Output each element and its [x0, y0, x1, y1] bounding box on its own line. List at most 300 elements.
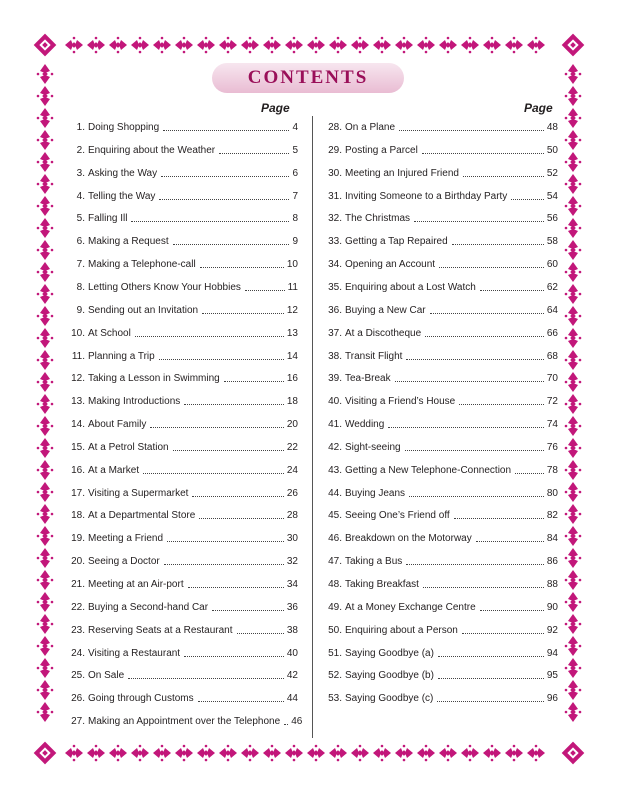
toc-entry: [318, 345, 558, 363]
border-flourish-icon: [37, 196, 54, 216]
toc-entry-number: 26.: [71, 693, 85, 705]
dot-leader: [422, 153, 544, 154]
toc-entry-title: Falling Ill: [88, 213, 128, 225]
toc-entry-number: 28.: [328, 122, 342, 133]
toc-entry-number: 44.: [328, 487, 342, 499]
border-flourish-icon: [565, 570, 582, 590]
toc-entry: [58, 550, 298, 568]
toc-entry-page: 4: [292, 122, 298, 133]
toc-entry-page: 26: [286, 487, 298, 499]
dot-leader: [480, 610, 544, 611]
border-flourish-icon: [565, 394, 582, 414]
border-flourish-icon: [37, 218, 54, 238]
toc-entry: [58, 710, 303, 728]
toc-entry-number: 22.: [71, 601, 85, 613]
right-border: [558, 30, 588, 768]
dot-leader: [128, 678, 284, 679]
toc-entry-number: 51.: [328, 647, 342, 659]
dot-leader: [167, 541, 284, 542]
toc-entry-title: Inviting Someone to a Birthday Party: [345, 190, 508, 202]
toc-entry-page: 12: [286, 304, 298, 316]
dot-leader: [388, 427, 544, 428]
toc-entry-page: 76: [546, 441, 558, 453]
dot-leader: [476, 541, 544, 542]
border-flourish-icon: [307, 37, 325, 54]
toc-entry: [318, 185, 558, 203]
toc-entry-title: Breakdown on the Motorway: [345, 533, 472, 545]
toc-entry: [58, 230, 298, 248]
border-flourish-icon: [565, 174, 582, 194]
dot-leader: [425, 336, 544, 337]
toc-entry-number: 41.: [328, 419, 342, 431]
toc-entry-title: Seeing a Doctor: [88, 556, 160, 568]
toc-entry: [58, 322, 298, 340]
dot-leader: [199, 518, 284, 519]
toc-entry-number: 40.: [328, 396, 342, 408]
toc-entry: [58, 413, 298, 431]
toc-entry-title: Taking a Lesson in Swimming: [88, 373, 220, 385]
dot-leader: [515, 473, 544, 474]
toc-entry: [58, 367, 298, 385]
border-flourish-icon: [373, 37, 391, 54]
toc-entry-title: On a Plane: [345, 122, 396, 133]
dot-leader: [173, 450, 284, 451]
toc-entry-number: 7.: [76, 259, 85, 271]
toc-entry-page: 48: [546, 122, 558, 133]
toc-entry-title: Visiting a Restaurant: [88, 647, 181, 659]
toc-entry-title: Wedding: [345, 419, 385, 431]
toc-entry-page: 78: [546, 464, 558, 476]
toc-entry-title: Saying Goodbye (b): [345, 670, 434, 682]
toc-entry-number: 21.: [71, 579, 85, 590]
toc-entry-page: 14: [286, 350, 298, 362]
dot-leader: [237, 633, 284, 634]
toc-entry: [318, 619, 558, 637]
toc-entry-number: 15.: [71, 441, 85, 453]
border-flourish-icon: [565, 592, 582, 612]
dot-leader: [438, 678, 544, 679]
border-flourish-icon: [285, 37, 303, 54]
toc-entry: [58, 504, 298, 522]
toc-entry-page: 66: [546, 327, 558, 339]
toc-entry: [58, 139, 298, 157]
toc-entry-page: 16: [286, 373, 298, 385]
toc-entry-number: 52.: [328, 670, 342, 682]
toc-entry-title: Getting a Tap Repaired: [345, 236, 448, 248]
toc-entry-title: Going through Customs: [88, 693, 194, 705]
toc-entry-number: 38.: [328, 350, 342, 362]
dot-leader: [192, 496, 283, 497]
border-flourish-icon: [417, 37, 435, 54]
toc-entry-page: 80: [546, 487, 558, 499]
toc-entry: [318, 413, 558, 431]
dot-leader: [409, 496, 544, 497]
border-flourish-icon: [37, 152, 54, 172]
border-flourish-icon: [565, 482, 582, 502]
dot-leader: [414, 221, 544, 222]
border-flourish-icon: [505, 745, 523, 762]
toc-entry-number: 19.: [71, 533, 85, 545]
border-flourish-icon: [37, 240, 54, 260]
dot-leader: [161, 176, 289, 177]
toc-entry-number: 45.: [328, 510, 342, 522]
dot-leader: [245, 290, 285, 291]
border-flourish-icon: [109, 37, 127, 54]
dot-leader: [454, 518, 544, 519]
dot-leader: [439, 267, 544, 268]
toc-entry: [58, 687, 298, 705]
border-flourish-icon: [565, 64, 582, 84]
toc-entry: [58, 573, 298, 591]
toc-entry: [318, 527, 558, 545]
toc-entry-page: 60: [546, 259, 558, 271]
border-flourish-icon: [565, 328, 582, 348]
toc-entry: [318, 550, 558, 568]
border-flourish-icon: [197, 37, 215, 54]
toc-entry: [58, 253, 298, 271]
toc-entry-page: 96: [546, 693, 558, 705]
toc-entry: [58, 207, 298, 225]
toc-entry-title: Making a Request: [88, 236, 169, 248]
toc-entry: [318, 162, 558, 180]
toc-entry-number: 46.: [328, 533, 342, 545]
dot-leader: [437, 701, 543, 702]
toc-entry-page: 90: [546, 601, 558, 613]
toc-entry-title: Visiting a Friend’s House: [345, 396, 456, 408]
border-flourish-icon: [439, 745, 457, 762]
border-flourish-icon: [565, 680, 582, 700]
dot-leader: [438, 656, 544, 657]
dot-leader: [284, 724, 288, 725]
toc-entry-page: 92: [546, 624, 558, 636]
border-flourish-icon: [565, 86, 582, 106]
border-flourish-icon: [565, 702, 582, 722]
border-flourish-icon: [565, 108, 582, 128]
toc-entry-page: 20: [286, 419, 298, 431]
toc-entry: [58, 596, 298, 614]
border-flourish-icon: [37, 130, 54, 150]
toc-entry: [318, 390, 558, 408]
border-flourish-icon: [65, 37, 83, 54]
toc-entry-title: Transit Flight: [345, 350, 403, 362]
toc-entry-title: Asking the Way: [88, 167, 158, 179]
border-flourish-icon: [565, 614, 582, 634]
toc-entry-title: At a Departmental Store: [88, 510, 196, 522]
toc-entry-page: 54: [546, 190, 558, 202]
toc-entry-page: 34: [286, 579, 298, 590]
border-flourish-icon: [565, 526, 582, 546]
border-flourish-icon: [37, 350, 54, 370]
border-flourish-icon: [565, 658, 582, 678]
toc-entry-page: 44: [286, 693, 298, 705]
toc-entry-title: Opening an Account: [345, 259, 436, 271]
toc-entry-number: 14.: [71, 419, 85, 431]
toc-entry-number: 47.: [328, 556, 342, 568]
border-flourish-icon: [565, 130, 582, 150]
toc-entry-number: 1.: [76, 122, 85, 133]
toc-entry-page: 22: [286, 441, 298, 453]
border-flourish-icon: [565, 372, 582, 392]
border-flourish-icon: [351, 745, 369, 762]
border-flourish-icon: [65, 745, 83, 762]
toc-entry: [58, 527, 298, 545]
border-flourish-icon: [565, 240, 582, 260]
border-flourish-icon: [263, 745, 281, 762]
toc-entry-title: Telling the Way: [88, 190, 156, 202]
border-flourish-icon: [37, 394, 54, 414]
toc-entry-title: On Sale: [88, 670, 125, 682]
bottom-border: [30, 738, 588, 768]
border-flourish-icon: [565, 262, 582, 282]
dot-leader: [480, 290, 544, 291]
toc-entry-title: About Family: [88, 419, 147, 431]
toc-entry-number: 10.: [71, 327, 85, 339]
toc-entry: [318, 459, 558, 477]
dot-leader: [164, 564, 284, 565]
dot-leader: [399, 130, 544, 131]
toc-entry-number: 23.: [71, 624, 85, 636]
toc-entry-number: 50.: [328, 624, 342, 636]
border-flourish-icon: [37, 306, 54, 326]
toc-entry-number: 42.: [328, 441, 342, 453]
border-flourish-icon: [37, 504, 54, 524]
toc-entry: [58, 459, 298, 477]
border-flourish-icon: [37, 262, 54, 282]
border-flourish-icon: [37, 372, 54, 392]
toc-entry-number: 36.: [328, 304, 342, 316]
toc-entry: [318, 116, 558, 134]
border-flourish-icon: [565, 152, 582, 172]
border-flourish-icon: [285, 745, 303, 762]
toc-entry-page: 46: [291, 716, 303, 728]
toc-entry-page: 88: [546, 579, 558, 590]
border-flourish-icon: [37, 284, 54, 304]
toc-entry-page: 28: [286, 510, 298, 522]
page-column-header-left: Page: [261, 101, 290, 115]
toc-entry-number: 48.: [328, 579, 342, 590]
toc-entry: [58, 436, 298, 454]
toc-entry-page: 38: [286, 624, 298, 636]
toc-entry-number: 27.: [71, 716, 85, 728]
toc-entry: [318, 596, 558, 614]
toc-entry-page: 32: [286, 556, 298, 568]
toc-entry-number: 3.: [76, 167, 85, 179]
toc-entry-title: Meeting an Injured Friend: [345, 167, 459, 179]
left-border: [30, 30, 60, 768]
toc-entry-number: 33.: [328, 236, 342, 248]
border-flourish-icon: [329, 745, 347, 762]
toc-entry-title: Making a Telephone-call: [88, 259, 196, 271]
toc-entry-number: 5.: [76, 213, 85, 225]
dot-leader: [159, 359, 284, 360]
dot-leader: [198, 701, 284, 702]
toc-entry-number: 29.: [328, 144, 342, 156]
dot-leader: [406, 564, 544, 565]
dot-leader: [184, 404, 284, 405]
toc-entry-title: At School: [88, 327, 131, 339]
border-flourish-icon: [131, 37, 149, 54]
toc-entry-title: At a Money Exchange Centre: [345, 601, 476, 613]
page-column-header-right: Page: [524, 101, 553, 115]
border-flourish-icon: [37, 658, 54, 678]
toc-entry: [318, 573, 558, 591]
toc-entry: [318, 436, 558, 454]
toc-entry-title: The Christmas: [345, 213, 411, 225]
toc-entry-number: 11.: [71, 350, 85, 362]
border-flourish-icon: [527, 745, 545, 762]
border-flourish-icon: [439, 37, 457, 54]
border-flourish-icon: [565, 284, 582, 304]
toc-entry: [58, 276, 298, 294]
dot-leader: [430, 313, 544, 314]
toc-entry: [318, 207, 558, 225]
border-flourish-icon: [307, 745, 325, 762]
toc-entry-page: 18: [286, 396, 298, 408]
toc-entry: [318, 687, 558, 705]
border-flourish-icon: [565, 636, 582, 656]
toc-entry-page: 5: [292, 144, 298, 156]
page-title: CONTENTS: [247, 67, 369, 88]
toc-entry-title: Buying Jeans: [345, 487, 406, 499]
toc-entry-title: Visiting a Supermarket: [88, 487, 189, 499]
toc-entry-page: 6: [292, 167, 298, 179]
border-flourish-icon: [37, 702, 54, 722]
toc-entry-title: Saying Goodbye (c): [345, 693, 434, 705]
border-flourish-icon: [395, 745, 413, 762]
toc-entry-page: 11: [287, 281, 298, 293]
border-flourish-icon: [483, 37, 501, 54]
border-flourish-icon: [565, 218, 582, 238]
toc-entry-title: Letting Others Know Your Hobbies: [88, 281, 241, 293]
toc-entry-page: 84: [546, 533, 558, 545]
border-flourish-icon: [37, 108, 54, 128]
dot-leader: [150, 427, 284, 428]
toc-entry: [58, 162, 298, 180]
toc-entry-page: 8: [292, 213, 298, 225]
toc-entry: [318, 230, 558, 248]
toc-entry: [318, 504, 558, 522]
border-flourish-icon: [37, 438, 54, 458]
border-flourish-icon: [351, 37, 369, 54]
toc-entry: [318, 253, 558, 271]
toc-entry-page: 7: [292, 190, 298, 202]
dot-leader: [459, 404, 544, 405]
toc-entry-title: Doing Shopping: [88, 122, 160, 133]
border-flourish-icon: [87, 37, 105, 54]
toc-entry-page: 24: [286, 464, 298, 476]
toc-entry-title: Getting a New Telephone-Connection: [345, 464, 512, 476]
border-flourish-icon: [263, 37, 281, 54]
border-flourish-icon: [37, 174, 54, 194]
border-flourish-icon: [565, 350, 582, 370]
toc-entry-number: 25.: [71, 670, 85, 682]
toc-entry-title: Reserving Seats at a Restaurant: [88, 624, 233, 636]
right-border-pattern: [565, 64, 582, 722]
toc-entry-title: At a Discotheque: [345, 327, 422, 339]
dot-leader: [219, 153, 289, 154]
toc-entry-title: Meeting at an Air-port: [88, 579, 184, 590]
toc-entry: [58, 642, 298, 660]
dot-leader: [406, 359, 543, 360]
toc-entry-number: 8.: [76, 281, 85, 293]
border-flourish-icon: [395, 37, 413, 54]
dot-leader: [184, 656, 284, 657]
toc-entry: [318, 664, 558, 682]
toc-entry-title: Meeting a Friend: [88, 533, 164, 545]
toc-entry-title: Enquiring about the Weather: [88, 144, 216, 156]
toc-entry-title: Tea-Break: [345, 373, 391, 385]
toc-entry-page: 82: [546, 510, 558, 522]
border-flourish-icon: [565, 548, 582, 568]
border-flourish-icon: [329, 37, 347, 54]
toc-entry-title: Taking a Bus: [345, 556, 403, 568]
border-flourish-icon: [37, 592, 54, 612]
toc-entry: [318, 299, 558, 317]
border-flourish-icon: [153, 745, 171, 762]
toc-entry-number: 17.: [71, 487, 85, 499]
toc-entry-page: 30: [286, 533, 298, 545]
toc-entry-number: 2.: [76, 144, 85, 156]
toc-entry-title: Sending out an Invitation: [88, 304, 199, 316]
toc-entry: [318, 482, 558, 500]
border-flourish-icon: [87, 745, 105, 762]
border-flourish-icon: [37, 328, 54, 348]
dot-leader: [143, 473, 284, 474]
dot-leader: [131, 221, 289, 222]
toc-entry-number: 18.: [71, 510, 85, 522]
border-flourish-icon: [109, 745, 127, 762]
top-border-pattern: [65, 37, 545, 54]
border-flourish-icon: [131, 745, 149, 762]
toc-entry-page: 50: [546, 144, 558, 156]
column-divider: [312, 116, 313, 738]
toc-entry-page: 74: [546, 419, 558, 431]
toc-entry: [58, 482, 298, 500]
toc-entry-title: Taking Breakfast: [345, 579, 419, 590]
toc-entry-number: 12.: [71, 373, 85, 385]
border-flourish-icon: [505, 37, 523, 54]
title-banner: [212, 63, 404, 93]
toc-entry-page: 40: [286, 647, 298, 659]
toc-entry-number: 31.: [328, 190, 342, 202]
toc-entry-number: 37.: [328, 327, 342, 339]
toc-entry-number: 39.: [328, 373, 342, 385]
toc-entry: [318, 322, 558, 340]
toc-entry: [318, 139, 558, 157]
toc-entry-title: Enquiring about a Lost Watch: [345, 281, 476, 293]
dot-leader: [452, 244, 544, 245]
toc-entry: [58, 116, 298, 134]
border-flourish-icon: [37, 680, 54, 700]
toc-entry-title: Saying Goodbye (a): [345, 647, 434, 659]
top-border: [30, 30, 588, 60]
corner-diamond-icon: [558, 30, 588, 60]
toc-entry-page: 95: [546, 670, 558, 682]
toc-entry: [318, 642, 558, 660]
dot-leader: [423, 587, 544, 588]
corner-diamond-icon: [30, 30, 60, 60]
toc-entry-page: 62: [546, 281, 558, 293]
toc-entry-title: Buying a Second-hand Car: [88, 601, 209, 613]
border-flourish-icon: [175, 37, 193, 54]
toc-entry: [318, 367, 558, 385]
toc-entry-number: 13.: [71, 396, 85, 408]
toc-entry-title: Making Introductions: [88, 396, 181, 408]
border-flourish-icon: [565, 460, 582, 480]
toc-entry-page: 70: [546, 373, 558, 385]
dot-leader: [159, 199, 289, 200]
dot-leader: [405, 450, 544, 451]
